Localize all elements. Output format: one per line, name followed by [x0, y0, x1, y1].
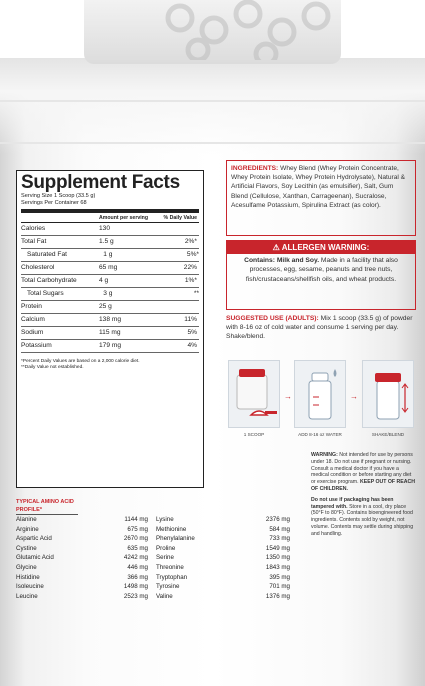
amino-name: Proline — [156, 544, 176, 552]
nutrient-name: Sodium — [21, 329, 44, 336]
warning-triangle-icon: ⚠ — [272, 243, 280, 252]
amino-row — [16, 573, 150, 583]
header-amount: Amount per serving — [99, 215, 149, 221]
amino-value: 733 mg — [269, 535, 290, 543]
facts-row — [21, 301, 199, 314]
nutrient-amount: 1 g — [103, 251, 113, 258]
nutrient-name: Total Carbohydrate — [21, 277, 77, 284]
facts-header — [21, 214, 199, 223]
usage-text: Mix 1 scoop (33.5 g) of powder with 8-16 oz of cold water and consume 1 serving per day. Shake/blend. — [226, 315, 413, 341]
nutrient-amount: 115 mg — [99, 329, 121, 336]
arrow-right-icon: → — [284, 392, 292, 401]
nutrient-daily-value: 5%* — [186, 251, 200, 258]
nutrient-amount: 4 g — [99, 277, 109, 284]
amino-value: 1549 mg — [265, 544, 290, 552]
ingredients-label: INGREDIENTS: — [231, 165, 279, 172]
facts-rows — [21, 223, 199, 353]
step-water — [294, 360, 346, 428]
amino-row — [156, 592, 290, 602]
facts-row — [21, 249, 199, 262]
step-label: ADD 8-16 oz WATER — [298, 432, 342, 437]
facts-row — [21, 236, 199, 249]
facts-row — [21, 275, 199, 288]
amino-row — [16, 515, 150, 525]
amino-value: 2670 mg — [123, 535, 148, 543]
facts-row — [21, 327, 199, 340]
allergen-box — [226, 240, 416, 310]
amino-name: Lysine — [156, 516, 174, 523]
nutrient-amount: 3 g — [103, 290, 113, 297]
amino-row — [156, 573, 290, 583]
amino-row — [156, 582, 290, 592]
amino-name: Cystine — [16, 544, 37, 552]
amino-row — [156, 553, 290, 563]
amino-row — [156, 544, 290, 554]
nutrient-name: Calcium — [21, 316, 45, 323]
serving-size: Serving Size 1 Scoop (33.5 g) — [21, 193, 96, 199]
amino-value: 635 mg — [127, 544, 148, 552]
nutrient-daily-value — [157, 223, 197, 235]
amino-name: Aspartic Acid — [16, 535, 52, 543]
facts-row — [21, 223, 199, 236]
facts-row — [21, 262, 199, 275]
amino-value: 2523 mg — [123, 592, 148, 600]
facts-row — [21, 288, 199, 301]
tamper-text: Do not use if packaging has been tampered with. — [311, 496, 394, 510]
amino-value: 1843 mg — [265, 563, 290, 571]
amino-name: Phenylalanine — [156, 535, 195, 543]
facts-row — [21, 314, 199, 327]
amino-row — [16, 553, 150, 563]
nutrient-amount: 130 — [99, 225, 111, 232]
nutrient-amount: 138 mg — [99, 316, 121, 323]
amino-value: 1144 mg — [124, 516, 148, 523]
usage-steps — [228, 356, 416, 444]
amino-value: 1498 mg — [123, 583, 148, 591]
allergen-heading: ⚠ ALLERGEN WARNING: — [227, 241, 415, 254]
nutrient-name: Total Fat — [21, 238, 47, 245]
nutrient-name: Protein — [21, 303, 42, 310]
amino-name: Alanine — [16, 516, 37, 523]
footnote: *Percent Daily Values are based on a 2,000 calorie diet. — [21, 359, 140, 364]
allergen-text: Contains: Milk and Soy. Made in a facility that also processes, egg, sesame, peanuts and tree nuts, fish/crustaceans/shellfish oils, and wheat products. — [244, 257, 398, 283]
amino-value: 446 mg — [127, 563, 148, 571]
nutrient-name: Cholesterol — [21, 264, 55, 271]
amino-name: Tyrosine — [156, 583, 180, 591]
nutrient-daily-value — [157, 301, 197, 313]
amino-row — [16, 525, 150, 535]
tub-shoulder — [0, 58, 425, 154]
nutrient-daily-value: 1%* — [184, 277, 197, 284]
amino-column-right — [156, 515, 290, 601]
amino-value: 4242 mg — [123, 554, 148, 562]
footnote: **Daily Value not established. — [21, 365, 84, 370]
nutrient-daily-value: 22% — [183, 264, 197, 271]
tub-ridge — [0, 100, 425, 102]
nutrient-daily-value: ** — [193, 290, 200, 297]
amino-row — [16, 592, 150, 602]
warning-label: WARNING: — [311, 452, 338, 458]
arrow-right-icon: → — [350, 392, 358, 401]
supplement-facts-panel — [16, 170, 204, 488]
amino-row — [16, 534, 150, 544]
ingredients-box — [226, 160, 416, 236]
step-scoop — [228, 360, 280, 428]
warning-text: Not intended for use by persons under 18. Do not use if pregnant or nursing. Consult a medical doctor if you have a medical condition or before starting any diet or exercise program. — [311, 452, 413, 486]
amino-value: 2376 mg — [265, 516, 290, 523]
servings-per-container: Servings Per Container 68 — [21, 200, 87, 206]
amino-row — [16, 563, 150, 573]
step-shake — [362, 360, 414, 428]
nutrient-name: Saturated Fat — [27, 251, 67, 258]
amino-row — [156, 563, 290, 573]
nutrient-daily-value: 4% — [187, 342, 197, 349]
storage-text: Store in a cool, dry place (50°F to 80°F). Contains bioengineered food ingredients. Contents sold by weight, not volume. Contents may settle during shipping and handling. — [311, 503, 414, 537]
amino-name: Leucine — [16, 592, 38, 600]
amino-name: Threonine — [156, 563, 184, 571]
usage-label: SUGGESTED USE (ADULTS): — [226, 315, 319, 322]
nutrient-daily-value: 11% — [184, 316, 197, 323]
amino-name: Serine — [156, 554, 174, 562]
tub-ridge — [0, 142, 425, 144]
divider — [21, 209, 199, 213]
supplement-facts-title: Supplement Facts — [21, 172, 180, 193]
nutrient-amount: 1.5 g — [99, 238, 114, 245]
nutrient-name: Calories — [21, 225, 46, 232]
amino-acid-profile — [16, 498, 294, 601]
amino-name: Histidine — [16, 573, 40, 581]
amino-name: Isoleucine — [16, 583, 44, 591]
step-label: 1 SCOOP — [243, 432, 265, 437]
lid-logo-pattern — [150, 0, 340, 60]
amino-value: 701 mg — [269, 583, 290, 591]
nutrient-amount: 25 g — [99, 303, 112, 310]
header-daily-value: % Daily Value — [163, 215, 197, 221]
amino-row — [156, 534, 290, 544]
amino-name: Glycine — [16, 563, 37, 571]
amino-name: Tryptophan — [156, 573, 188, 581]
amino-title: TYPICAL AMINO ACID PROFILE* — [16, 498, 78, 515]
shaker-water-icon — [295, 361, 345, 427]
facts-row — [21, 340, 199, 353]
amino-value: 584 mg — [269, 525, 290, 533]
nutrient-daily-value: 2%* — [184, 238, 197, 245]
amino-row — [16, 544, 150, 554]
amino-value: 366 mg — [127, 573, 148, 581]
amino-row — [156, 515, 290, 525]
amino-value: 1376 mg — [265, 592, 290, 600]
amino-value: 675 mg — [127, 525, 148, 533]
amino-value: 1350 mg — [265, 554, 290, 562]
amino-row — [156, 525, 290, 535]
nutrient-name: Total Sugars — [27, 290, 64, 297]
nutrient-daily-value: 5% — [187, 329, 197, 336]
amino-column-left — [16, 515, 150, 601]
ingredients-text: Whey Blend (Whey Protein Concentrate, Whey Protein Isolate, Whey Protein Hydrolysate), Natural & Artificial Flavors, Soy Lecithin (as emulsifier), Salt, Gum Blend (Cellulose, Xanthan, Carrageenan), Sucralose, Acesulfame Potassium, Spirulina Extract (as color). — [231, 165, 406, 209]
amino-value: 395 mg — [269, 573, 290, 581]
amino-name: Valine — [156, 592, 173, 600]
keep-out-text: KEEP OUT OF REACH OF CHILDREN. — [311, 479, 415, 492]
amino-name: Glutamic Acid — [16, 554, 54, 562]
shaker-bottle-icon — [363, 361, 413, 427]
tub-scoop-icon — [229, 361, 279, 427]
nutrient-name: Potassium — [21, 342, 52, 349]
amino-name: Arginine — [16, 525, 39, 533]
nutrient-amount: 179 mg — [99, 342, 121, 349]
warnings — [311, 452, 415, 542]
suggested-use — [226, 314, 416, 342]
amino-row — [16, 582, 150, 592]
nutrient-amount: 65 mg — [99, 264, 118, 271]
step-label: SHAKE/BLEND — [371, 432, 405, 437]
amino-name: Methionine — [156, 525, 187, 533]
